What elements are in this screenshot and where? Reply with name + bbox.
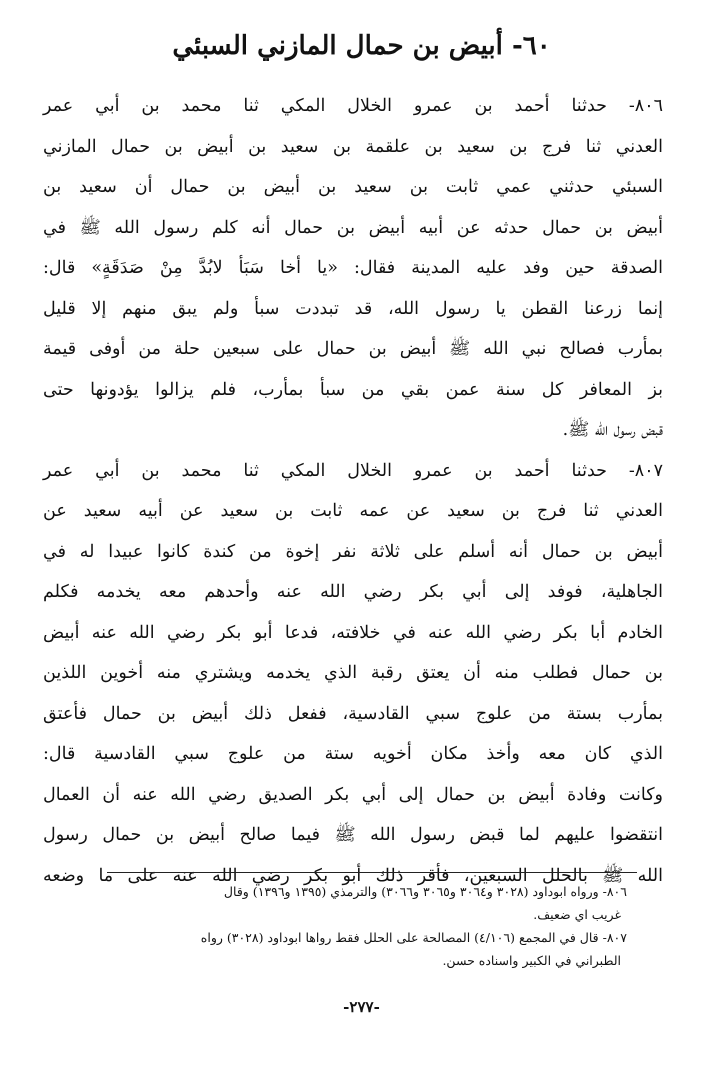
body-line: الخادم أبا بكر رضي الله عنه في خلافته، فدعا أبو بكر رضي الله عنه أبيض <box>43 622 663 643</box>
body-line: أبيض بن حمال حدثه عن أبيه أبيض بن حمال أنه كلم رسول الله ﷺ في <box>43 217 663 238</box>
body-line: وكانت وفادة أبيض بن حمال إلى أبي بكر الصديق رضي الله عنه أن العمال <box>43 784 663 805</box>
page-number: -٢٧٧- <box>343 998 380 1016</box>
body-line: العدني ثنا فرج بن سعيد بن علقمة بن سعيد بن أبيض بن حمال المازني <box>43 136 663 157</box>
body-line: الذي كان معه وأخذ مكان أخويه ستة من علوج سبي القادسية قال: <box>43 744 663 764</box>
footnotes <box>107 880 627 972</box>
body-line: إنما زرعنا القطن يا رسول الله، قد تبددت سبأ ولم يبق منهم إلا قليل <box>43 298 663 319</box>
body-line: السبئي حدثني عمي ثابت بن سعيد بن أبيض بن حمال أن سعيد بن <box>43 177 663 197</box>
chapter-title: ٦٠- أبيض بن حمال المازني السبئي <box>172 31 551 61</box>
body-line: بمأرب فصالح نبي الله ﷺ أبيض بن حمال على سبعين حلة من أوفى قيمة <box>43 339 663 359</box>
body-line: العدني ثنا فرج بن سعيد عن عمه ثابت بن سعيد عن أبيه سعيد عن <box>43 501 663 521</box>
footnote-line: الطبراني في الكبير واسناده حسن. <box>442 953 621 968</box>
body-line: بن حمال فطلب منه أن يعتق رقبة الذي يخدمه ويشتري منه أخوين اللذين <box>43 663 663 683</box>
body-line: الصدقة حين وفد عليه المدينة فقال: «يا أخا سَبَأ لابُدَّ مِنْ صَدَقَةٍ» قال: <box>43 258 663 278</box>
body-line: بز المعافر كل سنة عمن بقي من سبأ بمأرب، فلم يزالوا يؤدونها حتى <box>43 379 663 400</box>
body-line: انتقضوا عليهم لما قبض رسول الله ﷺ فيما صالح أبيض بن حمال رسول <box>43 825 663 845</box>
footnote-line: ٨٠٧- قال في المجمع (٤/١٠٦) المصالحة على الحلل فقط رواها ابوداود (٣٠٢٨) رواه <box>200 930 627 945</box>
footnote-divider <box>107 872 637 873</box>
body-line: قبض رسول الله ﷺ. <box>562 420 663 440</box>
footnote-line: ٨٠٦- ورواه ابوداود (٣٠٢٨ و٣٠٦٤ و٣٠٦٥ و٣٠٦٦) والترمذي (١٣٩٥ و١٣٩٦) وقال <box>223 884 627 899</box>
body-line: ٨٠٦- حدثنا أحمد بن عمرو الخلال المكي ثنا محمد بن أبي عمر <box>43 96 663 116</box>
body-line: ٨٠٧- حدثنا أحمد بن عمرو الخلال المكي ثنا محمد بن أبي عمر <box>43 460 663 481</box>
footnote-line: غريب اي ضعيف. <box>533 907 621 922</box>
body-line: الله ﷺ بالحلل السبعين، فأقر ذلك أبو بكر رضي الله عنه على ما وضعه <box>43 865 663 886</box>
body-line: بمأرب بستة من علوج سبي القادسية، ففعل ذلك أبيض بن حمال فأعتق <box>43 703 663 724</box>
body-line: أبيض بن حمال أنه أسلم على ثلاثة نفر إخوة من كندة كانوا عبيدا له في <box>43 541 663 562</box>
hadith-body <box>43 86 663 896</box>
body-line: الجاهلية، فوفد إلى أبي بكر رضي الله عنه وأحدهم معه يخدمه فكلم <box>43 582 663 602</box>
